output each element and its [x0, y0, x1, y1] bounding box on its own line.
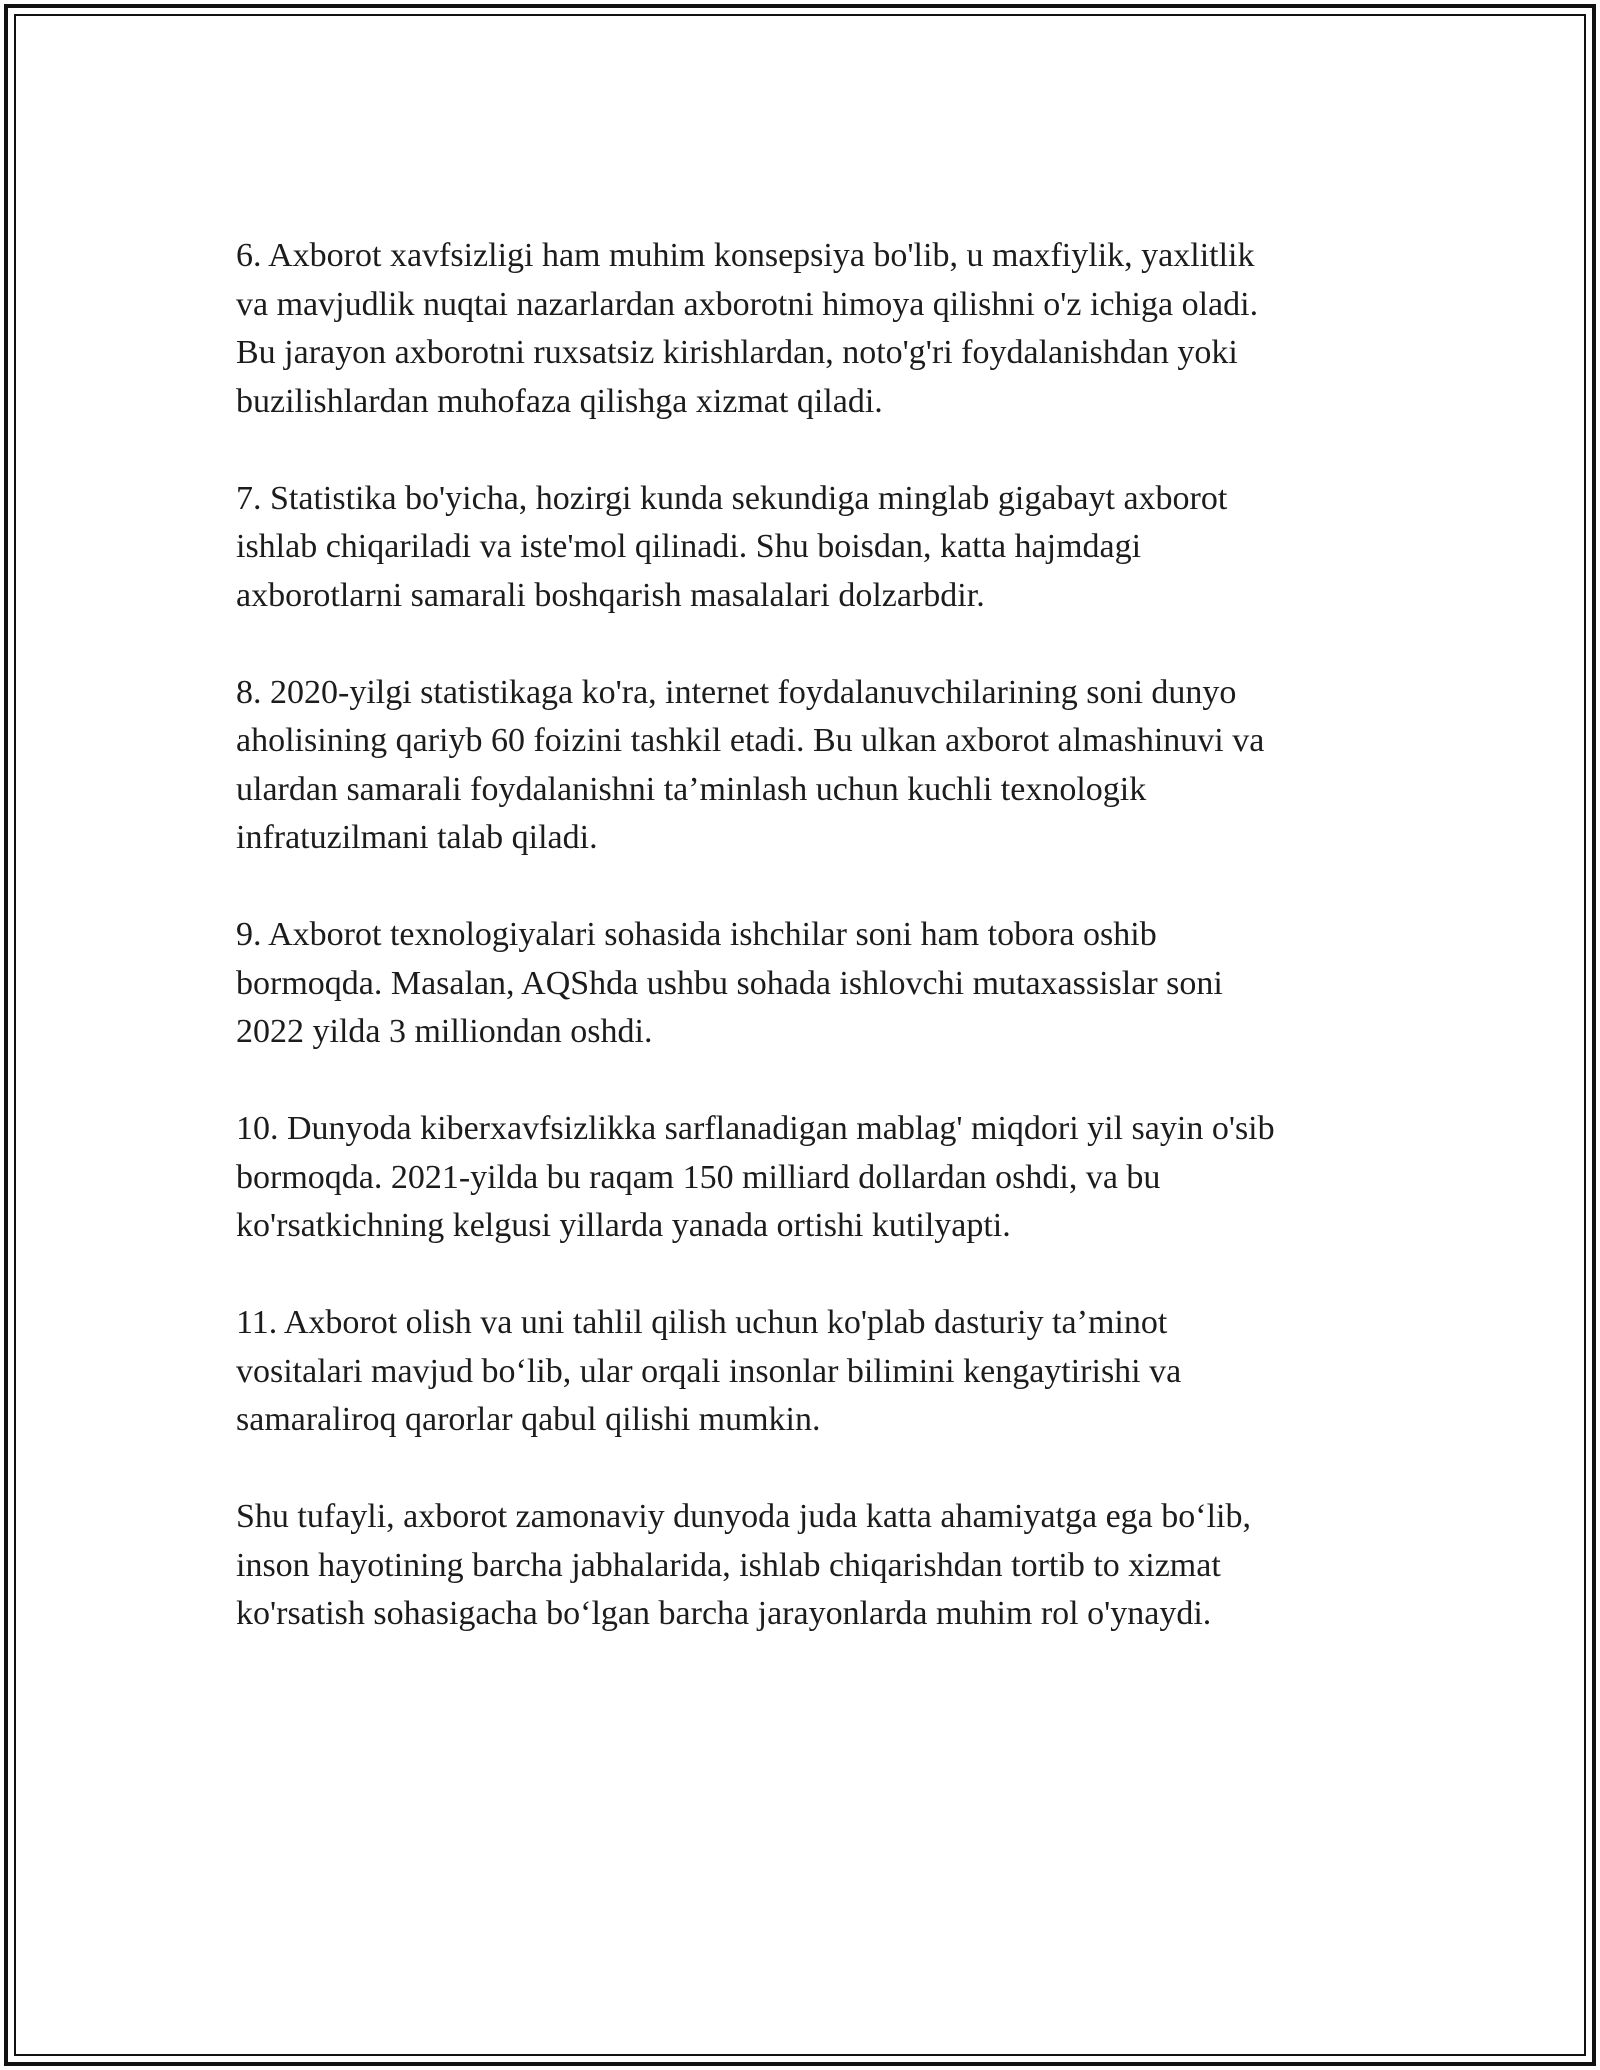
paragraph-line: ko'rsatish sohasigacha bo‘lgan barcha jarayonlarda muhim rol o'ynaydi. — [236, 1595, 1212, 1632]
document-body — [236, 232, 1366, 1687]
paragraph-line: 6. Axborot xavfsizligi ham muhim konsepsiya bo'lib, u maxfiylik, yaxlitlik — [236, 237, 1255, 274]
paragraph-line: ko'rsatkichning kelgusi yillarda yanada ortishi kutilyapti. — [236, 1207, 1011, 1244]
paragraph-line: axborotlarni samarali boshqarish masalalari dolzarbdir. — [236, 576, 985, 614]
paragraph-line: ishlab chiqariladi va iste'mol qilinadi. Shu boisdan, katta hajmdagi — [236, 528, 1142, 565]
paragraph-line: ulardan samarali foydalanishni ta’minlash uchun kuchli texnologik — [236, 770, 1147, 808]
paragraph-line: infratuzilmani talab qiladi. — [236, 819, 598, 856]
paragraph-line: 7. Statistika bo'yicha, hozirgi kunda sekundiga minglab gigabayt axborot — [236, 479, 1228, 517]
paragraph-line: bormoqda. 2021-yilda bu raqam 150 milliard dollardan oshdi, va bu — [236, 1158, 1161, 1196]
paragraph-11 — [236, 1299, 1366, 1445]
paragraph-line: inson hayotining barcha jabhalarida, ishlab chiqarishdan tortib to xizmat — [236, 1546, 1221, 1584]
paragraph-line: 2022 yilda 3 milliondan oshdi. — [236, 1013, 653, 1050]
paragraph-line: samaraliroq qarorlar qabul qilishi mumkin. — [236, 1401, 821, 1438]
paragraph-line: 10. Dunyoda kiberxavfsizlikka sarflanadigan mablag' miqdori yil sayin o'sib — [236, 1110, 1275, 1147]
paragraph-line: Bu jarayon axborotni ruxsatsiz kirishlardan, noto'g'ri foydalanishdan yoki — [236, 334, 1238, 371]
paragraph-6 — [236, 232, 1366, 426]
paragraph-line: buzilishlardan muhofaza qilishga xizmat qiladi. — [236, 382, 883, 420]
paragraph-line: vositalari mavjud bo‘lib, ular orqali insonlar bilimini kengaytirishi va — [236, 1352, 1182, 1390]
paragraph-conclusion — [236, 1493, 1366, 1639]
paragraph-9 — [236, 911, 1366, 1057]
paragraph-line: bormoqda. Masalan, AQShda ushbu sohada ishlovchi mutaxassislar soni — [236, 964, 1223, 1002]
paragraph-10 — [236, 1105, 1366, 1251]
paragraph-8 — [236, 669, 1366, 863]
paragraph-line: va mavjudlik nuqtai nazarlardan axborotni himoya qilishni o'z ichiga oladi. — [236, 285, 1259, 323]
paragraph-line: 11. Axborot olish va uni tahlil qilish uchun ko'plab dasturiy ta’minot — [236, 1304, 1168, 1341]
paragraph-line: Shu tufayli, axborot zamonaviy dunyoda juda katta ahamiyatga ega bo‘lib, — [236, 1498, 1251, 1535]
paragraph-line: aholisining qariyb 60 foizini tashkil etadi. Bu ulkan axborot almashinuvi va — [236, 722, 1265, 759]
paragraph-line: 9. Axborot texnologiyalari sohasida ishchilar soni ham tobora oshib — [236, 916, 1157, 953]
paragraph-7 — [236, 475, 1366, 621]
paragraph-line: 8. 2020-yilgi statistikaga ko'ra, internet foydalanuvchilarining soni dunyo — [236, 673, 1237, 711]
